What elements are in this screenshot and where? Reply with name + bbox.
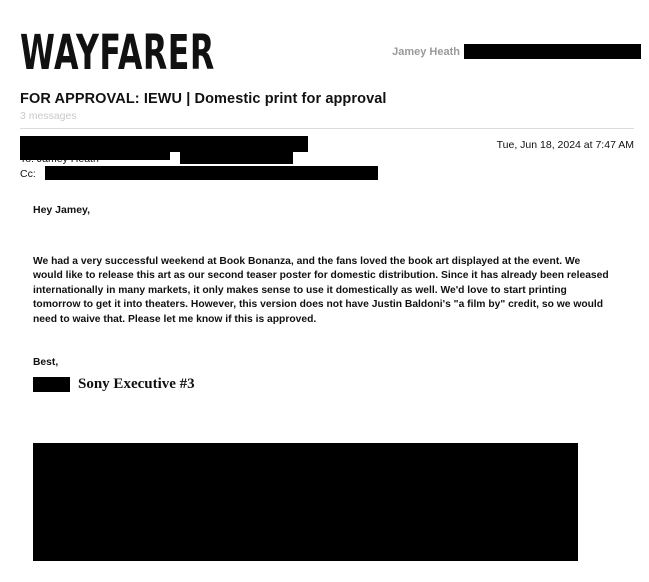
message-count: 3 messages xyxy=(20,110,77,122)
signature-redaction xyxy=(33,377,70,392)
email-date: Tue, Jun 18, 2024 at 7:47 AM xyxy=(496,139,634,151)
cc-redaction xyxy=(45,166,378,180)
sender-redaction xyxy=(20,136,308,152)
sender-row xyxy=(20,136,634,152)
wayfarer-logo: WAYFARER xyxy=(20,24,215,81)
to-row xyxy=(20,153,634,166)
account-area[interactable] xyxy=(392,44,641,59)
attachment-image-redacted[interactable] xyxy=(33,443,578,561)
email-body: We had a very successful weekend at Book Bonanza, and the fans loved the book art displayed at the event. We would like to release this art as our second teaser poster for domestic distribution. Since it has already been released internationally in many markets, it only makes sense to use it domestically as well. We'd love to start printing tomorrow to get it into theaters. However, this version does not have Justin Baldoni's "a film by" credit, so we would need to waive that. Please let me know if this is approved. xyxy=(33,256,609,325)
email-header xyxy=(0,0,649,80)
cc-row xyxy=(20,167,634,181)
to-redaction-secondary xyxy=(180,151,293,164)
to-redaction-primary xyxy=(20,152,170,160)
email-subject: FOR APPROVAL: IEWU | Domestic print for approval xyxy=(20,91,387,107)
signature-row xyxy=(33,376,195,393)
account-name-label: Jamey Heath xyxy=(392,45,460,58)
email-greeting: Hey Jamey, xyxy=(33,204,91,216)
cc-label: Cc: xyxy=(20,168,36,180)
account-email-redaction xyxy=(464,44,641,59)
signature-name: Sony Executive #3 xyxy=(78,376,195,392)
subject-block xyxy=(20,91,634,122)
header-divider xyxy=(20,128,634,129)
email-signoff: Best, xyxy=(33,357,59,368)
email-meta xyxy=(20,136,634,181)
